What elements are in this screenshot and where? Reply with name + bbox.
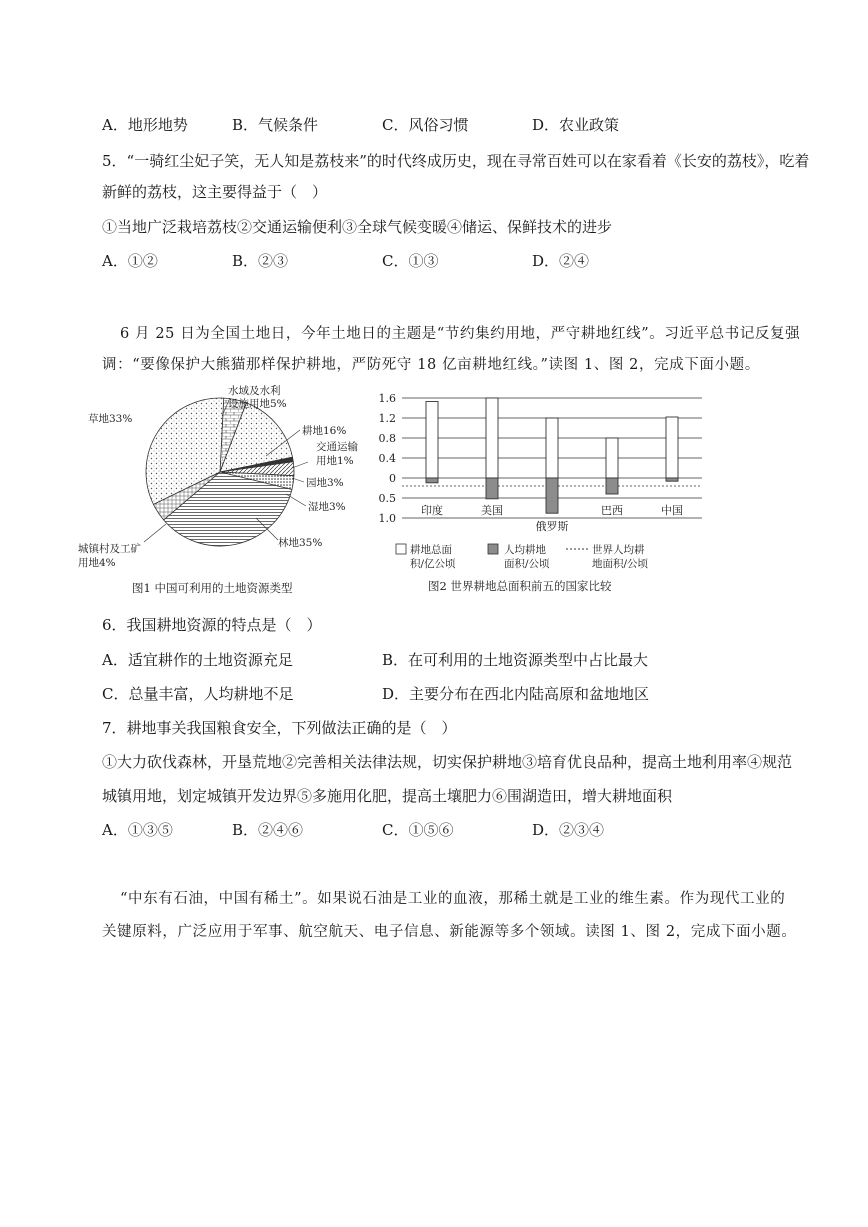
pie-label-water-1: 水域及水利 — [228, 385, 281, 397]
passage1-line1: 6 月 25 日为全国土地日，今年土地日的主题是“节约集约用地，严守耕地红线”。习近平总书记反复强 — [120, 326, 801, 342]
pie-label-wetland: 湿地3% — [308, 501, 346, 513]
q7-option-c: C．①⑤⑥ — [382, 821, 454, 839]
bar-percap-1 — [486, 478, 498, 499]
figure2-caption: 图2 世界耕地总面积前五的国家比较 — [428, 579, 612, 593]
q5-stem-line1: 5．“一骑红尘妃子笑，无人知是荔枝来”的时代终成历史，现在寻常百姓可以在家看着《长安的荔枝》，吃着 — [102, 152, 810, 170]
q6-stem: 6．我国耕地资源的特点是（ ） — [102, 616, 322, 634]
tick-0-4: 0.4 — [378, 452, 396, 465]
q4-option-b: B．气候条件 — [232, 116, 319, 134]
pie-label-urban-2: 用地4% — [78, 557, 116, 569]
passage1-line2: 调：“要像保护大熊猫那样保护耕地，严防死守 18 亿亩耕地红线。”读图 1、图 2，完成下面小题。 — [102, 357, 760, 373]
q4-option-d: D．农业政策 — [532, 116, 620, 134]
pie-label-garden: 园地3% — [306, 477, 344, 489]
legend-world-1: 世界人均耕 — [592, 544, 645, 556]
q5-option-c: C．①③ — [382, 252, 439, 270]
tick-0: 0 — [389, 472, 396, 485]
figure2-bar-chart — [370, 388, 710, 596]
q7-option-a: A．①③⑤ — [102, 821, 173, 839]
q6-option-d: D．主要分布在西北内陆高原和盆地地区 — [382, 685, 650, 703]
category-label-3: 巴西 — [601, 504, 623, 517]
pie-label-forest: 林地35% — [278, 537, 323, 549]
bar-percap-4 — [666, 478, 678, 481]
legend-swatch-area — [396, 544, 406, 554]
bar-area-3 — [606, 438, 618, 478]
q4-option-a: A．地形地势 — [102, 116, 188, 134]
q7-statements-line1: ①大力砍伐森林，开垦荒地②完善相关法律法规，切实保护耕地③培育优良品种，提高土地利用率④规范 — [102, 753, 793, 771]
tick-0-8: 0.8 — [378, 432, 396, 445]
bar-percap-2 — [546, 478, 558, 513]
figure1-pie-chart — [70, 382, 370, 600]
chart-bars — [426, 398, 678, 513]
q7-option-b: B．②④⑥ — [232, 821, 304, 839]
q5-stem-line2: 新鲜的荔枝，这主要得益于（ ） — [102, 183, 328, 201]
passage2-line1: “中东有石油，中国有稀土”。如果说石油是工业的血液，那稀土就是工业的维生素。作为现代工业的 — [120, 891, 786, 907]
tick-1-6: 1.6 — [378, 392, 396, 405]
pie-label-transport-2: 用地1% — [316, 455, 354, 467]
legend-world-2: 地面积/公顷 — [592, 558, 649, 570]
category-label-4: 中国 — [661, 504, 683, 517]
q5-option-a: A．①② — [102, 252, 158, 270]
bar-percap-0 — [426, 478, 438, 483]
legend-percap-2: 面积/公顷 — [504, 558, 550, 570]
q7-stem: 7．耕地事关我国粮食安全，下列做法正确的是（ ） — [102, 719, 457, 737]
pie-slices — [146, 398, 294, 546]
bar-area-0 — [426, 402, 438, 479]
category-label-2: 俄罗斯 — [535, 520, 569, 533]
q7-statements-line2: 城镇用地，划定城镇开发边界⑤多施用化肥，提高土壤肥力⑥围湖造田，增大耕地面积 — [102, 787, 673, 805]
bar-area-2 — [546, 418, 558, 478]
q4-option-c: C．风俗习惯 — [382, 116, 469, 134]
legend-percap-1: 人均耕地 — [504, 544, 546, 556]
legend-area-2: 积/亿公顷 — [410, 558, 456, 570]
pie-label-grass: 草地33% — [88, 413, 133, 425]
tick-0-5: 0.5 — [378, 492, 396, 505]
tick-1-2: 1.2 — [378, 412, 396, 425]
q7-option-d: D．②③④ — [532, 821, 605, 839]
q5-option-d: D．②④ — [532, 252, 590, 270]
bar-area-4 — [666, 417, 678, 478]
q6-option-c: C．总量丰富，人均耕地不足 — [102, 685, 294, 703]
category-label-0: 印度 — [421, 504, 443, 517]
category-label-1: 美国 — [481, 504, 503, 517]
figure1-caption: 图1 中国可利用的土地资源类型 — [132, 581, 293, 595]
q5-statements: ①当地广泛栽培荔枝②交通运输便利③全球气候变暖④储运、保鲜技术的进步 — [102, 218, 613, 236]
pie-label-arable: 耕地16% — [302, 425, 347, 437]
tick-1-0: 1.0 — [378, 512, 396, 525]
bar-area-1 — [486, 398, 498, 478]
pie-label-transport-1: 交通运输 — [316, 441, 358, 453]
legend-area-1: 耕地总面 — [410, 544, 452, 556]
q6-option-a: A．适宜耕作的土地资源充足 — [102, 651, 293, 669]
q6-option-b: B．在可利用的土地资源类型中占比最大 — [382, 651, 649, 669]
q5-option-b: B．②③ — [232, 252, 289, 270]
pie-label-water-2: 设施用地5% — [228, 398, 287, 410]
passage2-line2: 关键原料，广泛应用于军事、航空航天、电子信息、新能源等多个领域。读图 1、图 2，完成下面小题。 — [102, 924, 797, 940]
legend-swatch-percap — [488, 544, 498, 554]
pie-label-urban-1: 城镇村及工矿 — [78, 543, 141, 555]
bar-percap-3 — [606, 478, 618, 494]
